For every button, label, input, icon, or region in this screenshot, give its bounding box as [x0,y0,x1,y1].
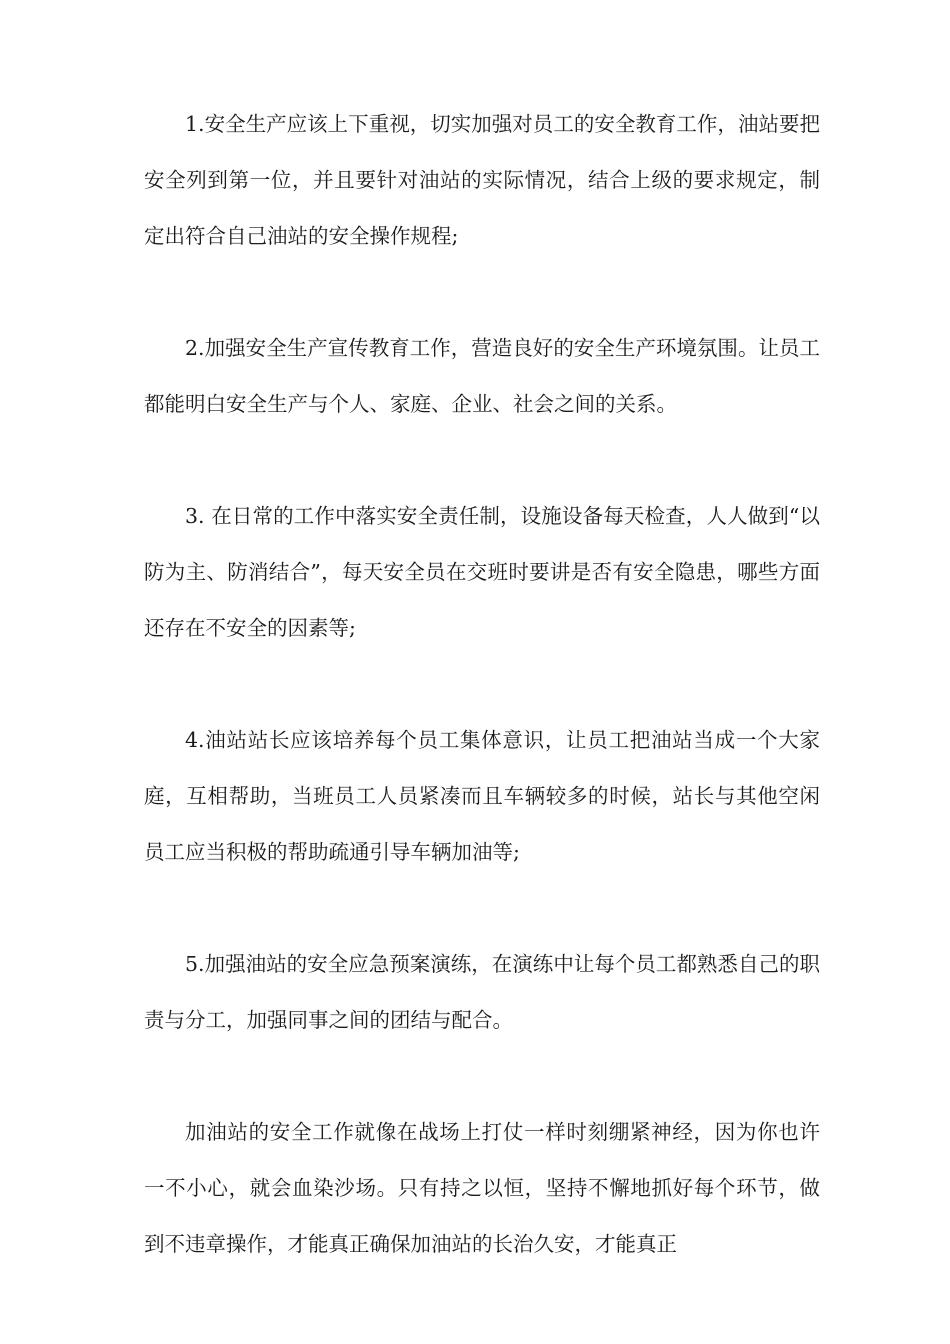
paragraph-6: 加油站的安全工作就像在战场上打仗一样时刻绷紧神经，因为你也许一不小心，就会血染沙场。只有持之以恒，坚持不懈地抓好每个环节，做到不违章操作，才能真正确保加油站的长治久安，才能真正 [144,1120,820,1256]
paragraph-5: 5.加强油站的安全应急预案演练，在演练中让每个员工都熟悉自己的职责与分工，加强同事之间的团结与配合。 [144,952,820,1032]
paragraph-4: 4.油站站长应该培养每个员工集体意识，让员工把油站当成一个大家庭，互相帮助，当班员工人员紧凑而且车辆较多的时候，站长与其他空闲员工应当积极的帮助疏通引导车辆加油等; [144,728,820,864]
paragraph-2: 2.加强安全生产宣传教育工作，营造良好的安全生产环境氛围。让员工都能明白安全生产与个人、家庭、企业、社会之间的关系。 [144,336,820,416]
paragraph-3: 3. 在日常的工作中落实安全责任制，设施设备每天检查，人人做到“以防为主、防消结合”，每天安全员在交班时要讲是否有安全隐患，哪些方面还存在不安全的因素等; [144,504,820,640]
paragraph-1: 1.安全生产应该上下重视，切实加强对员工的安全教育工作，油站要把安全列到第一位，并且要针对油站的实际情况，结合上级的要求规定，制定出符合自己油站的安全操作规程; [144,112,820,248]
document-body [144,96,820,1272]
